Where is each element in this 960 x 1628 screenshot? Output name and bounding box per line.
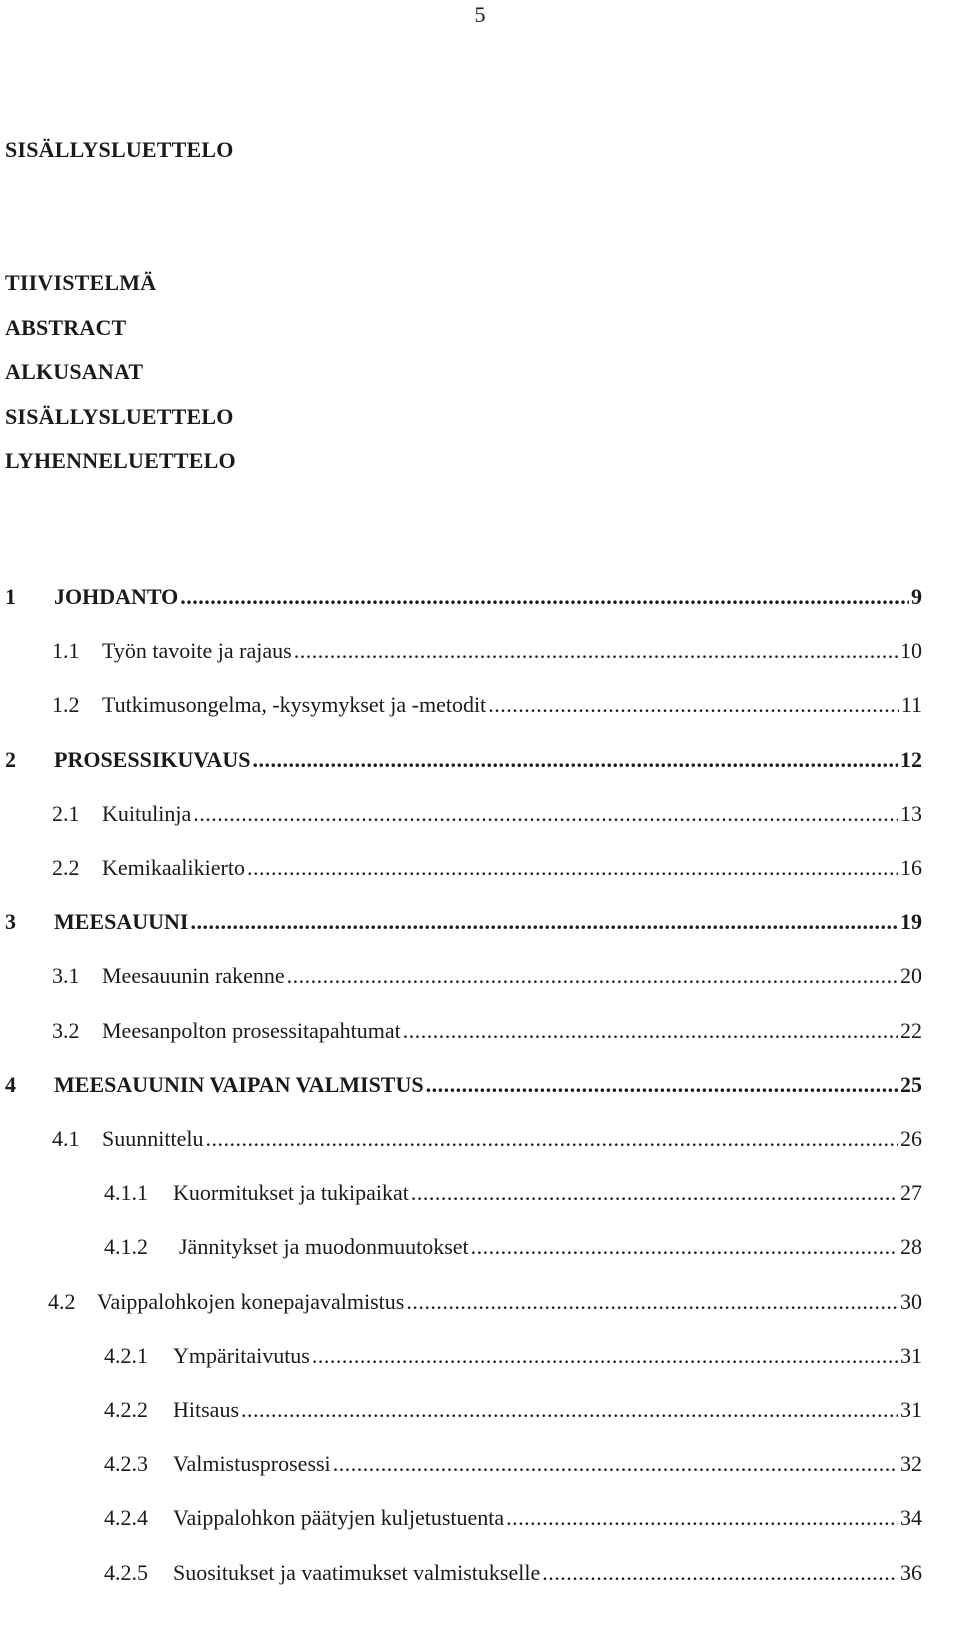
toc-entry-title: Ympäritaivutus (173, 1342, 310, 1368)
toc-entry (104, 1504, 922, 1534)
toc-entry-number: 4.2.3 (104, 1451, 148, 1477)
toc-dot-leader (471, 1233, 898, 1261)
toc-entry (104, 1450, 922, 1480)
toc-entry-title: Valmistusprosessi (173, 1451, 331, 1477)
toc-entry (104, 1179, 922, 1209)
toc-entry-page: 26 (900, 1126, 922, 1151)
toc-entry-page: 22 (900, 1017, 922, 1043)
toc-entry-title: Suunnittelu (102, 1126, 204, 1151)
front-matter-item: TIIVISTELMÄ (5, 270, 157, 295)
front-matter-list (5, 269, 236, 492)
toc-entry-title: MEESAUUNIN VAIPAN VALMISTUS (54, 1071, 424, 1097)
toc-entry-title: Tutkimusongelma, -kysymykset ja -metodit (102, 692, 487, 718)
toc-entry (52, 1017, 922, 1047)
toc-dot-leader (193, 800, 898, 828)
toc-entry-number: 4.1.1 (104, 1180, 148, 1206)
toc-entry-page: 11 (900, 692, 922, 718)
toc-dot-leader (241, 1396, 898, 1424)
toc-dot-leader (205, 1125, 898, 1153)
front-matter-item: ALKUSANAT (5, 359, 144, 384)
toc-entry-number: 1.2 (52, 692, 80, 718)
toc-entry-number: 1.1 (52, 638, 80, 664)
toc-dot-leader (252, 746, 898, 774)
toc-entry-title: MEESAUUNI (54, 909, 189, 935)
toc-dot-leader (426, 1071, 898, 1099)
toc-dot-leader (411, 1179, 898, 1207)
toc-entry-page: 27 (900, 1180, 922, 1206)
front-matter-item: SISÄLLYSLUETTELO (5, 403, 234, 429)
toc-entry-page: 36 (900, 1559, 922, 1585)
toc-entry (52, 691, 922, 721)
toc-dot-leader (488, 691, 899, 719)
toc-entry-number: 4.1.2 (104, 1234, 148, 1260)
toc-entry-page: 32 (900, 1451, 922, 1477)
toc-entry-page: 20 (900, 963, 922, 989)
toc-dot-leader (190, 908, 898, 936)
toc-entry-page: 12 (900, 746, 922, 772)
toc-entry (104, 1396, 922, 1426)
toc-entry (5, 1071, 922, 1101)
toc-dot-leader (294, 637, 898, 665)
toc-entry (52, 962, 922, 992)
toc-entry-page: 34 (900, 1505, 922, 1531)
toc-entry-number: 4.2.1 (104, 1342, 148, 1368)
toc-entry-number: 3.1 (52, 963, 80, 989)
toc-entry-page: 9 (911, 584, 922, 609)
toc-entry-title: PROSESSIKUVAUS (54, 746, 251, 772)
toc-entry-number: 4.2.4 (104, 1505, 148, 1531)
toc-entry-title: Vaippalohkojen konepajavalmistus (97, 1288, 405, 1314)
toc-dot-leader (287, 962, 898, 990)
front-matter-item: LYHENNELUETTELO (5, 448, 236, 473)
toc-entry (5, 746, 922, 776)
toc-entry-title: Vaippalohkon päätyjen kuljetustuenta (173, 1505, 505, 1531)
toc-dot-leader (542, 1559, 898, 1587)
toc-entry (52, 854, 922, 884)
toc-entry-page: 16 (900, 855, 922, 880)
toc-entry-page: 19 (900, 909, 922, 935)
toc-dot-leader (180, 583, 909, 611)
toc-entry (5, 908, 922, 938)
toc-entry-page: 31 (900, 1397, 922, 1422)
toc-entry-page: 25 (900, 1071, 922, 1097)
toc-entry-number: 4.2 (48, 1288, 76, 1314)
toc-entry-page: 30 (900, 1288, 922, 1314)
toc-entry-number: 4.2.2 (104, 1397, 148, 1422)
toc-dot-leader (506, 1504, 898, 1532)
toc-entry-number: 4.2.5 (104, 1559, 148, 1585)
toc-dot-leader (247, 854, 898, 882)
toc-entry-number: 3 (5, 909, 16, 935)
toc-dot-leader (312, 1342, 898, 1370)
toc-entry-title: Jännitykset ja muodonmuutokset (179, 1234, 469, 1260)
toc-entry-title: Kuormitukset ja tukipaikat (173, 1180, 409, 1206)
toc-entry-number: 2 (5, 746, 16, 772)
toc-entry (5, 583, 922, 613)
toc-entry-page: 28 (900, 1234, 922, 1260)
toc-entry-title: Meesauunin rakenne (102, 963, 285, 989)
toc-dot-leader (406, 1288, 898, 1316)
toc-entry (52, 800, 922, 830)
page-number: 5 (474, 2, 486, 27)
toc-dot-leader (403, 1017, 898, 1045)
toc-entry (104, 1559, 922, 1589)
toc-entry-title: Suositukset ja vaatimukset valmistukselle (173, 1559, 541, 1585)
toc-entry-number: 3.2 (52, 1017, 80, 1043)
toc-entry (104, 1233, 922, 1263)
toc-entry-title: Kemikaalikierto (102, 855, 245, 880)
toc-entry-title: Meesanpolton prosessitapahtumat (102, 1017, 401, 1043)
toc-entry-number: 2.2 (52, 855, 80, 880)
toc-entry-title: Kuitulinja (102, 800, 192, 826)
toc-entry-number: 4 (5, 1071, 16, 1097)
page-title: SISÄLLYSLUETTELO (5, 137, 234, 162)
toc-entry (48, 1288, 922, 1318)
toc-entry-title: Hitsaus (173, 1397, 239, 1422)
toc-entry-number: 2.1 (52, 800, 80, 826)
toc-entry-page: 10 (900, 638, 922, 664)
toc-entry-page: 31 (900, 1342, 922, 1368)
toc-entry-number: 1 (5, 584, 16, 609)
toc-entry (52, 1125, 922, 1155)
toc-entry (104, 1342, 922, 1372)
toc-entry-page: 13 (900, 800, 922, 826)
toc-entry-number: 4.1 (52, 1126, 80, 1151)
toc-entry-title: Työn tavoite ja rajaus (102, 638, 292, 664)
toc-entry (52, 637, 922, 667)
toc-entry-title: JOHDANTO (54, 584, 179, 609)
front-matter-item: ABSTRACT (5, 314, 127, 340)
toc-dot-leader (333, 1450, 898, 1478)
